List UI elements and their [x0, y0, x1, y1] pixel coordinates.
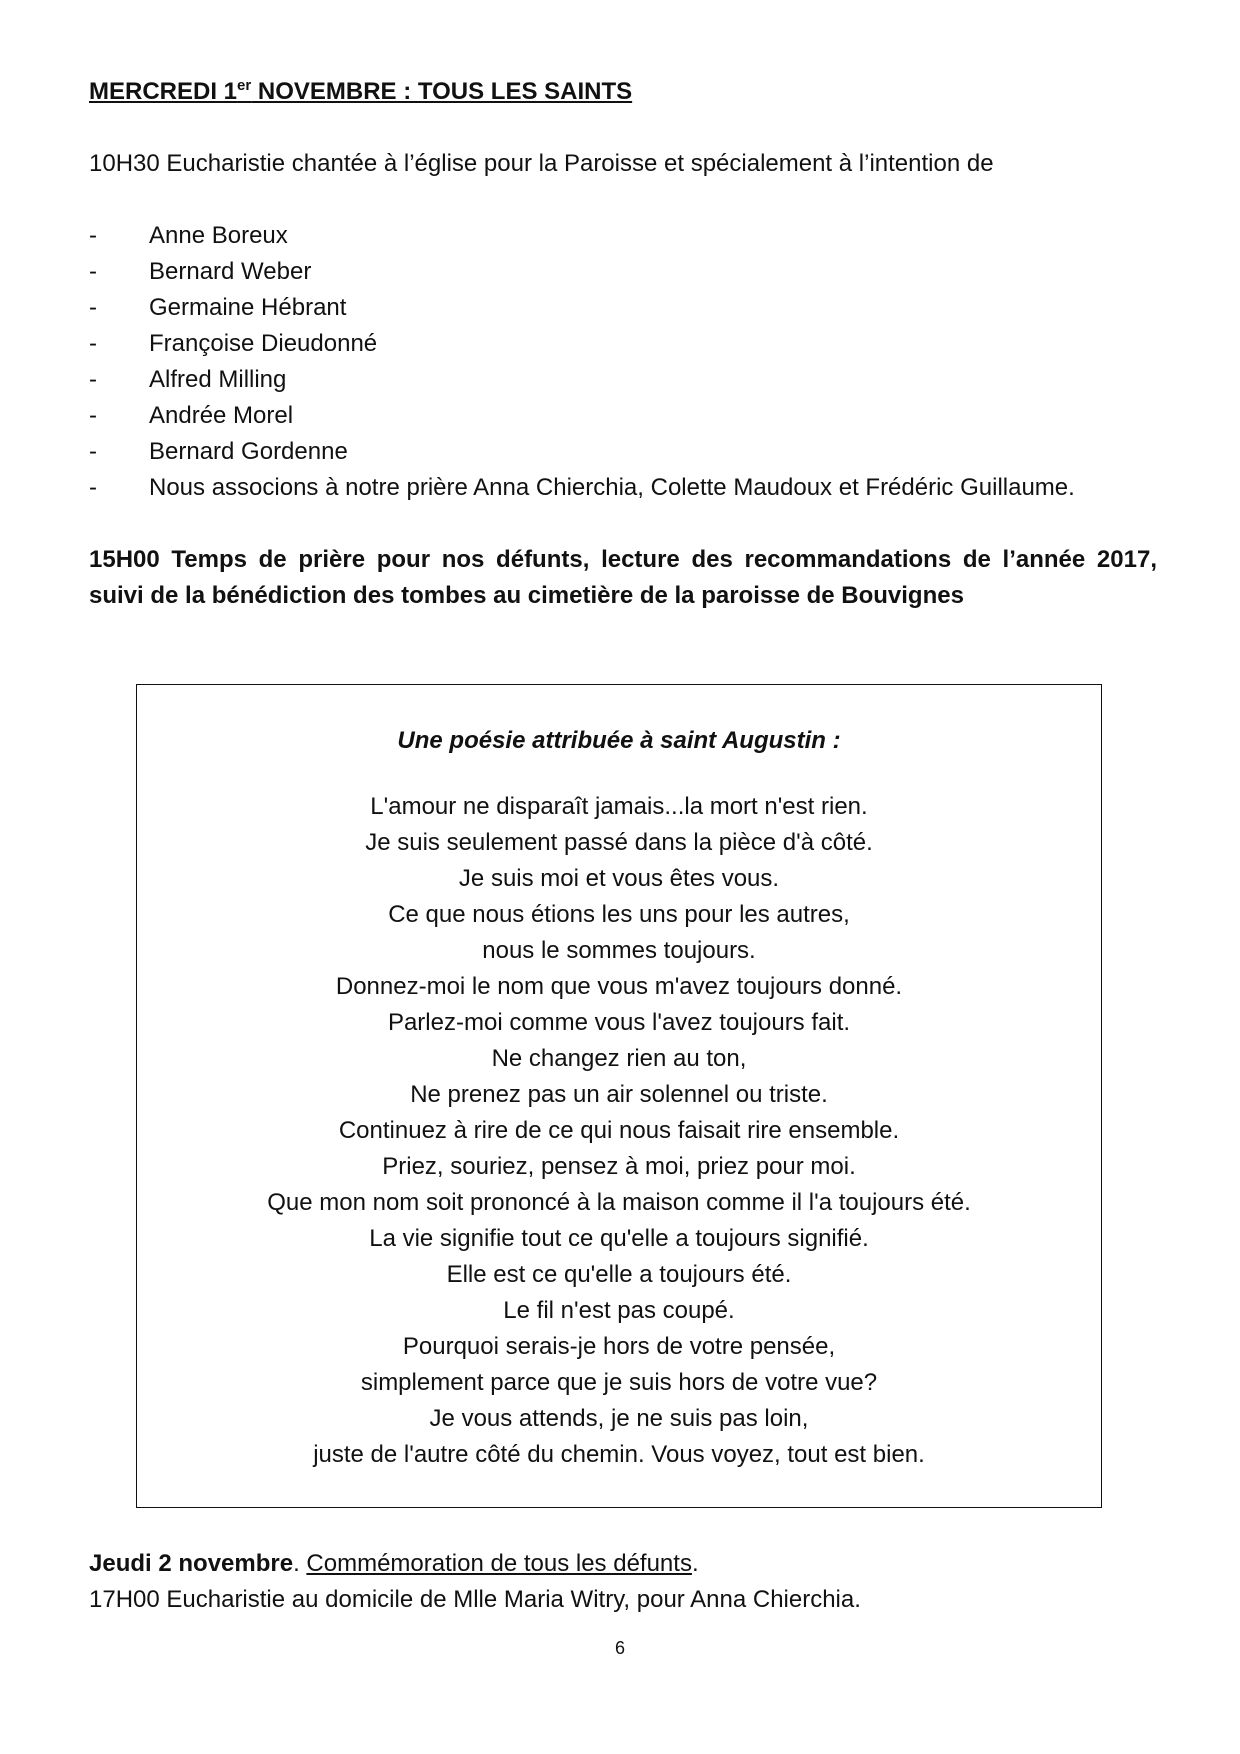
list-dash: - — [89, 438, 97, 465]
page-number: 6 — [614, 1638, 625, 1658]
poem-line: Pourquoi serais-je hors de votre pensée, — [402, 1333, 836, 1360]
list-dash: - — [89, 474, 97, 501]
list-dash: - — [89, 294, 97, 321]
list-item-text: Andrée Morel — [149, 402, 294, 429]
list-item-text: Françoise Dieudonné — [149, 330, 378, 357]
poem-box — [136, 684, 1102, 1508]
poem-line: Ce que nous étions les uns pour les autres, — [388, 901, 850, 928]
list-dash: - — [89, 222, 97, 249]
poem-line: juste de l'autre côté du chemin. Vous voyez, tout est bien. — [313, 1441, 925, 1468]
poem-lines — [137, 789, 1101, 1473]
thursday-day: Jeudi 2 novembre — [89, 1550, 294, 1577]
poem-line: Je suis seulement passé dans la pièce d'à côté. — [365, 829, 873, 856]
poem-line: Je vous attends, je ne suis pas loin, — [429, 1405, 809, 1432]
heading-suffix: NOVEMBRE : TOUS LES SAINTS — [251, 78, 633, 105]
page-content — [89, 74, 1157, 614]
poem-line: nous le sommes toujours. — [482, 937, 756, 964]
list-item — [89, 434, 1157, 470]
names-list — [89, 218, 1157, 506]
list-dash: - — [89, 330, 97, 357]
afternoon-paragraph: 15H00 Temps de prière pour nos défunts, lecture des recommandations de l’année 2017, suivi de la bénédiction des tombes au cimetière de la paroisse de Bouvignes — [89, 546, 1157, 609]
list-item — [89, 218, 1157, 254]
poem-line: La vie signifie tout ce qu'elle a toujours signifié. — [369, 1225, 869, 1252]
poem-line: Que mon nom soit prononcé à la maison comme il l'a toujours été. — [267, 1189, 971, 1216]
list-item — [89, 254, 1157, 290]
list-item — [89, 326, 1157, 362]
poem-title: Une poésie attribuée à saint Augustin : — [397, 727, 841, 754]
list-item-text: Bernard Weber — [149, 258, 312, 285]
poem-line: Je suis moi et vous êtes vous. — [458, 865, 780, 892]
list-dash: - — [89, 366, 97, 393]
thursday-mass: 17H00 Eucharistie au domicile de Mlle Maria Witry, pour Anna Chierchia. — [89, 1586, 861, 1613]
poem-line: L'amour ne disparaît jamais...la mort n'est rien. — [370, 793, 868, 820]
poem-line: Donnez-moi le nom que vous m'avez toujours donné. — [335, 973, 903, 1000]
list-item — [89, 398, 1157, 434]
poem-line: Continuez à rire de ce qui nous faisait rire ensemble. — [338, 1117, 900, 1144]
thursday-end: . — [691, 1550, 699, 1577]
list-item-text: Anne Boreux — [149, 222, 288, 249]
list-item-associated — [89, 470, 1157, 506]
poem-line: Ne prenez pas un air solennel ou triste. — [410, 1081, 828, 1108]
list-dash: - — [89, 258, 97, 285]
list-item-text: Alfred Milling — [149, 366, 287, 393]
associated-text: Nous associons à notre prière Anna Chierchia, Colette Maudoux et Frédéric Guillaume. — [149, 474, 1075, 501]
heading-prefix: MERCREDI 1 — [89, 78, 238, 105]
poem-line: Elle est ce qu'elle a toujours été. — [446, 1261, 792, 1288]
thursday-event: Commémoration de tous les défunts — [306, 1550, 692, 1577]
poem-line: Parlez-moi comme vous l'avez toujours fait. — [387, 1009, 851, 1036]
list-item-text: Bernard Gordenne — [149, 438, 348, 465]
list-item — [89, 290, 1157, 326]
poem-line: simplement parce que je suis hors de votre vue? — [360, 1369, 878, 1396]
thursday-heading — [89, 1546, 1157, 1582]
thursday-section — [89, 1546, 1157, 1618]
list-dash: - — [89, 402, 97, 429]
list-item-text: Germaine Hébrant — [149, 294, 347, 321]
section-heading — [89, 74, 1157, 110]
list-item — [89, 362, 1157, 398]
intro-paragraph: 10H30 Eucharistie chantée à l’église pour la Paroisse et spécialement à l’intention de — [89, 150, 994, 177]
poem-line: Priez, souriez, pensez à moi, priez pour moi. — [382, 1153, 856, 1180]
poem-line: Le fil n'est pas coupé. — [503, 1297, 735, 1324]
heading-superscript: er — [237, 77, 252, 94]
thursday-period: . — [293, 1550, 307, 1577]
poem-line: Ne changez rien au ton, — [491, 1045, 747, 1072]
